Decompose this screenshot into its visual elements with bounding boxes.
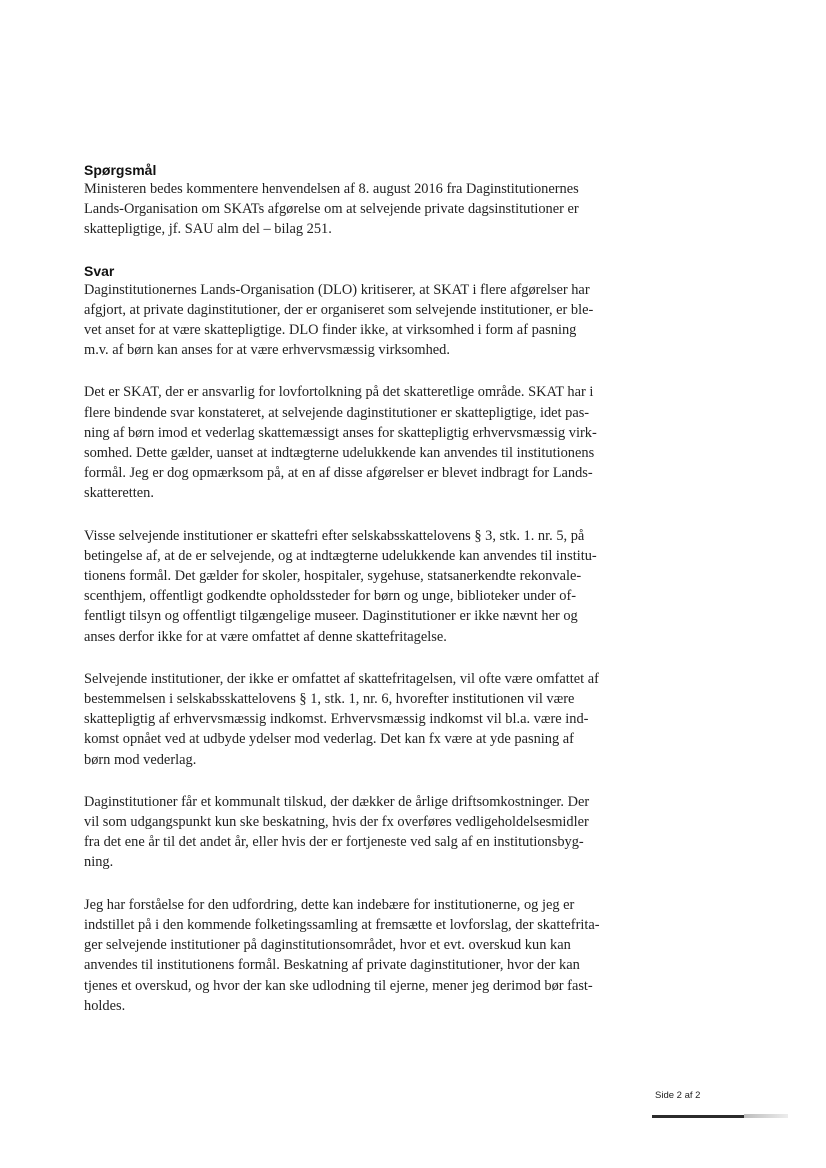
- paragraph-line: skatteretten.: [84, 485, 154, 502]
- paragraph-line: fra det ene år til det andet år, eller hvis der er fortjeneste ved salg af en institutionsbyg-: [84, 834, 584, 851]
- paragraph-line: scenthjem, offentligt godkendte opholdssteder for børn og unge, biblioteker under of-: [84, 588, 577, 605]
- paragraph-line: flere bindende svar konstateret, at selvejende daginstitutioner er skattepligtige, idet pas-: [84, 404, 590, 421]
- paragraph-line: Lands-Organisation om SKATs afgørelse om at selvejende private dagsinstitutioner er: [84, 201, 579, 218]
- section-heading: Svar: [84, 262, 115, 279]
- paragraph-line: holdes.: [84, 997, 126, 1014]
- paragraph-line: Daginstitutionernes Lands-Organisation (DLO) kritiserer, at SKAT i flere afgørelser har: [84, 281, 590, 298]
- paragraph: [84, 179, 624, 240]
- paragraph-line: formål. Jeg er dog opmærksom på, at en af disse afgørelser er blevet indbragt for Lands-: [84, 465, 593, 482]
- paragraph-line: ger selvejende institutioner på daginstitutionsområdet, hvor et evt. overskud kun kan: [84, 937, 571, 954]
- paragraph-line: fentligt tilsyn og offentligt tilgængelige museer. Daginstitutioner er ikke nævnt her og: [84, 608, 578, 625]
- paragraph-line: vet anset for at være skattepligtige. DLO finder ikke, at virksomhed i form af pasning: [84, 322, 577, 339]
- paragraph-line: ning.: [84, 854, 114, 871]
- paragraph-line: Ministeren bedes kommentere henvendelsen af 8. august 2016 fra Daginstitutionernes: [84, 181, 579, 197]
- paragraph: [84, 792, 624, 873]
- section-spacer: [84, 240, 624, 262]
- paragraph-line: somhed. Dette gælder, uanset at indtægterne udelukkende kan anvendes til institutionens: [84, 445, 595, 462]
- paragraph: [84, 280, 624, 361]
- paragraph-line: betingelse af, at de er selvejende, og at indtægterne udelukkende kan anvendes til institu-: [84, 547, 597, 564]
- paragraph-line: skattepligtige, jf. SAU alm del – bilag 251.: [84, 221, 332, 238]
- paragraph-line: m.v. af børn kan anses for at være erhvervsmæssig virksomhed.: [84, 342, 450, 359]
- paragraph-line: tjenes et overskud, og hvor der kan ske udlodning til ejerne, mener jeg derimod bør fast-: [84, 977, 593, 994]
- paragraph-line: Jeg har forståelse for den udfordring, dette kan indebære for institutionerne, og jeg er: [84, 896, 575, 913]
- document-body: [84, 161, 624, 1016]
- paragraph-spacer: [84, 504, 624, 526]
- paragraph-line: Daginstitutioner får et kommunalt tilskud, der dækker de årlige driftsomkostninger. Der: [84, 793, 590, 810]
- paragraph: [84, 526, 624, 647]
- paragraph-line: vil som udgangspunkt kun ske beskatning, hvis der fx overføres vedligeholdelsesmidler: [84, 814, 589, 831]
- paragraph-line: ning af børn imod et vederlag skattemæssigt anses for skattepligtig erhvervsmæssig virk-: [84, 424, 597, 441]
- paragraph-line: anvendes til institutionens formål. Beskatning af private daginstitutioner, hvor der kan: [84, 957, 580, 974]
- footer-rule-fade: [744, 1114, 788, 1118]
- paragraph-line: skattepligtig af erhvervsmæssig indkomst. Erhvervsmæssig indkomst vil bl.a. være ind-: [84, 711, 589, 728]
- paragraph-line: Visse selvejende institutioner er skattefri efter selskabsskattelovens § 3, stk. 1. nr. 5, på: [84, 527, 585, 544]
- paragraph-line: tionens formål. Det gælder for skoler, hospitaler, sygehuse, statsanerkendte rekonvale-: [84, 568, 582, 585]
- paragraph-line: Det er SKAT, der er ansvarlig for lovfortolkning på det skatteretlige område. SKAT har i: [84, 384, 594, 401]
- paragraph-spacer: [84, 770, 624, 792]
- paragraph-line: komst opnået ved at udbyde ydelser mod vederlag. Det kan fx være at yde pasning af: [84, 731, 574, 748]
- paragraph-spacer: [84, 360, 624, 382]
- paragraph-line: anses derfor ikke for at være omfattet af denne skattefritagelse.: [84, 628, 447, 645]
- paragraph-line: børn mod vederlag.: [84, 751, 197, 768]
- paragraph-line: bestemmelsen i selskabsskattelovens § 1, stk. 1, nr. 6, hvorefter institutionen vil være: [84, 691, 575, 708]
- paragraph: [84, 382, 624, 503]
- section-heading: Spørgsmål: [84, 162, 157, 178]
- paragraph: [84, 669, 624, 770]
- paragraph-spacer: [84, 873, 624, 895]
- paragraph: [84, 895, 624, 1016]
- paragraph-line: Selvejende institutioner, der ikke er omfattet af skattefritagelsen, vil ofte være omfattet af: [84, 670, 599, 687]
- paragraph-spacer: [84, 647, 624, 669]
- page-number: Side 2 af 2: [655, 1090, 701, 1101]
- paragraph-line: indstillet på i den kommende folketingssamling at fremsætte et lovforslag, der skattefrita-: [84, 916, 600, 933]
- footer-rule: [652, 1115, 744, 1118]
- paragraph-line: afgjort, at private daginstitutioner, der er organiseret som selvejende institutioner, er ble-: [84, 301, 594, 318]
